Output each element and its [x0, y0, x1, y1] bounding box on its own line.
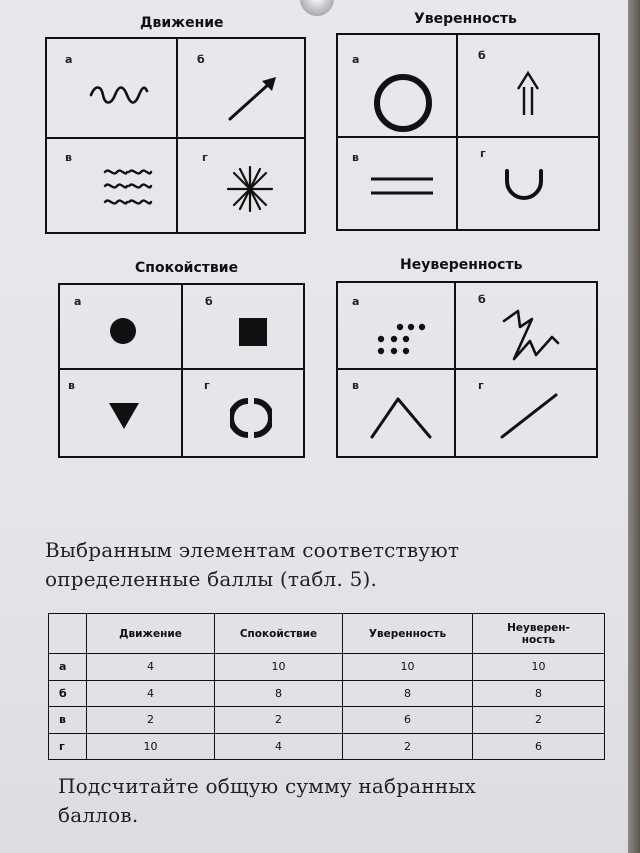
sum-instruction-paragraph [58, 772, 476, 830]
double-up-arrow-icon [513, 69, 543, 119]
sum-instruction-line-1: Подсчитайте общую сумму набранных [58, 774, 477, 798]
squiggles-icon [99, 164, 155, 214]
filled-triangle-icon [108, 401, 140, 431]
uncertainty-label-b: б [478, 293, 486, 306]
cell-uncertainty: 8 [473, 680, 605, 707]
row-label: а [49, 654, 87, 681]
wavy-line-icon [87, 83, 151, 113]
scores-table [48, 613, 605, 760]
instruction-line-1: Выбранным элементам соответствуют [45, 538, 460, 562]
zigzag-lightning-icon [500, 307, 562, 363]
row-label: б [49, 680, 87, 707]
confidence-label-v: в [352, 151, 359, 164]
movement-grid [45, 37, 306, 234]
diagonal-line-icon [498, 391, 560, 441]
table-row [49, 654, 605, 681]
confidence-grid [336, 33, 600, 231]
calm-label-v: в [68, 379, 75, 392]
diagonal-arrow-icon [222, 71, 282, 127]
cell-movement: 10 [87, 733, 215, 760]
calm-label-g: г [204, 379, 210, 392]
table-header-uncertainty-line-2: ность [521, 633, 556, 646]
filled-square-icon [238, 317, 268, 347]
cell-calm: 8 [215, 680, 343, 707]
instruction-line-2: определенные баллы (табл. 5). [45, 567, 378, 591]
table-row [49, 733, 605, 760]
filled-circle-icon [108, 316, 138, 346]
movement-label-v: в [65, 151, 72, 164]
cell-uncertainty: 10 [473, 654, 605, 681]
sum-instruction-line-2: баллов. [58, 803, 139, 827]
cell-confidence: 8 [343, 680, 473, 707]
cell-calm: 2 [215, 707, 343, 734]
confidence-label-g: г [480, 147, 486, 160]
table-header-empty [49, 614, 87, 654]
uncertainty-grid [336, 281, 598, 458]
confidence-title: Уверенность [414, 11, 517, 27]
cell-confidence: 2 [343, 733, 473, 760]
table-header-row [49, 614, 605, 654]
calm-title: Спокойствие [135, 260, 239, 276]
uncertainty-label-g: г [478, 379, 484, 392]
cell-confidence: 10 [343, 654, 473, 681]
starburst-icon [224, 163, 276, 215]
uncertainty-label-v: в [352, 379, 359, 392]
binder-pin [300, 0, 334, 16]
movement-label-b: б [197, 53, 205, 66]
row-label: в [49, 707, 87, 734]
equals-icon [368, 173, 436, 199]
caret-up-angle-icon [368, 393, 434, 441]
movement-label-a: а [65, 53, 73, 66]
cup-shape-icon [501, 167, 547, 207]
calm-label-b: б [205, 295, 213, 308]
cell-movement: 2 [87, 707, 215, 734]
table-header-movement: Движение [87, 614, 215, 654]
ring-icon [368, 73, 438, 133]
cell-movement: 4 [87, 654, 215, 681]
table-header-uncertainty-line-1: Неуверен- [507, 621, 570, 634]
cell-confidence: 6 [343, 707, 473, 734]
row-label: г [49, 733, 87, 760]
movement-label-g: г [202, 151, 208, 164]
table-header-uncertainty [473, 614, 605, 654]
table-header-confidence: Уверенность [343, 614, 473, 654]
cell-movement: 4 [87, 680, 215, 707]
calm-label-a: а [74, 295, 82, 308]
cell-calm: 10 [215, 654, 343, 681]
uncertainty-label-a: а [352, 295, 360, 308]
confidence-label-b: б [478, 49, 486, 62]
page-edge-shadow [628, 0, 640, 853]
instruction-paragraph [45, 536, 459, 594]
broken-ring-icon [230, 397, 272, 439]
uncertainty-title: Неуверенность [400, 257, 523, 273]
cell-uncertainty: 6 [473, 733, 605, 760]
scattered-dots-icon [374, 321, 426, 357]
table-header-calm: Спокойствие [215, 614, 343, 654]
table-row [49, 707, 605, 734]
calm-grid [58, 283, 305, 458]
movement-title: Движение [140, 15, 224, 31]
table-row [49, 680, 605, 707]
confidence-label-a: а [352, 53, 360, 66]
cell-calm: 4 [215, 733, 343, 760]
cell-uncertainty: 2 [473, 707, 605, 734]
